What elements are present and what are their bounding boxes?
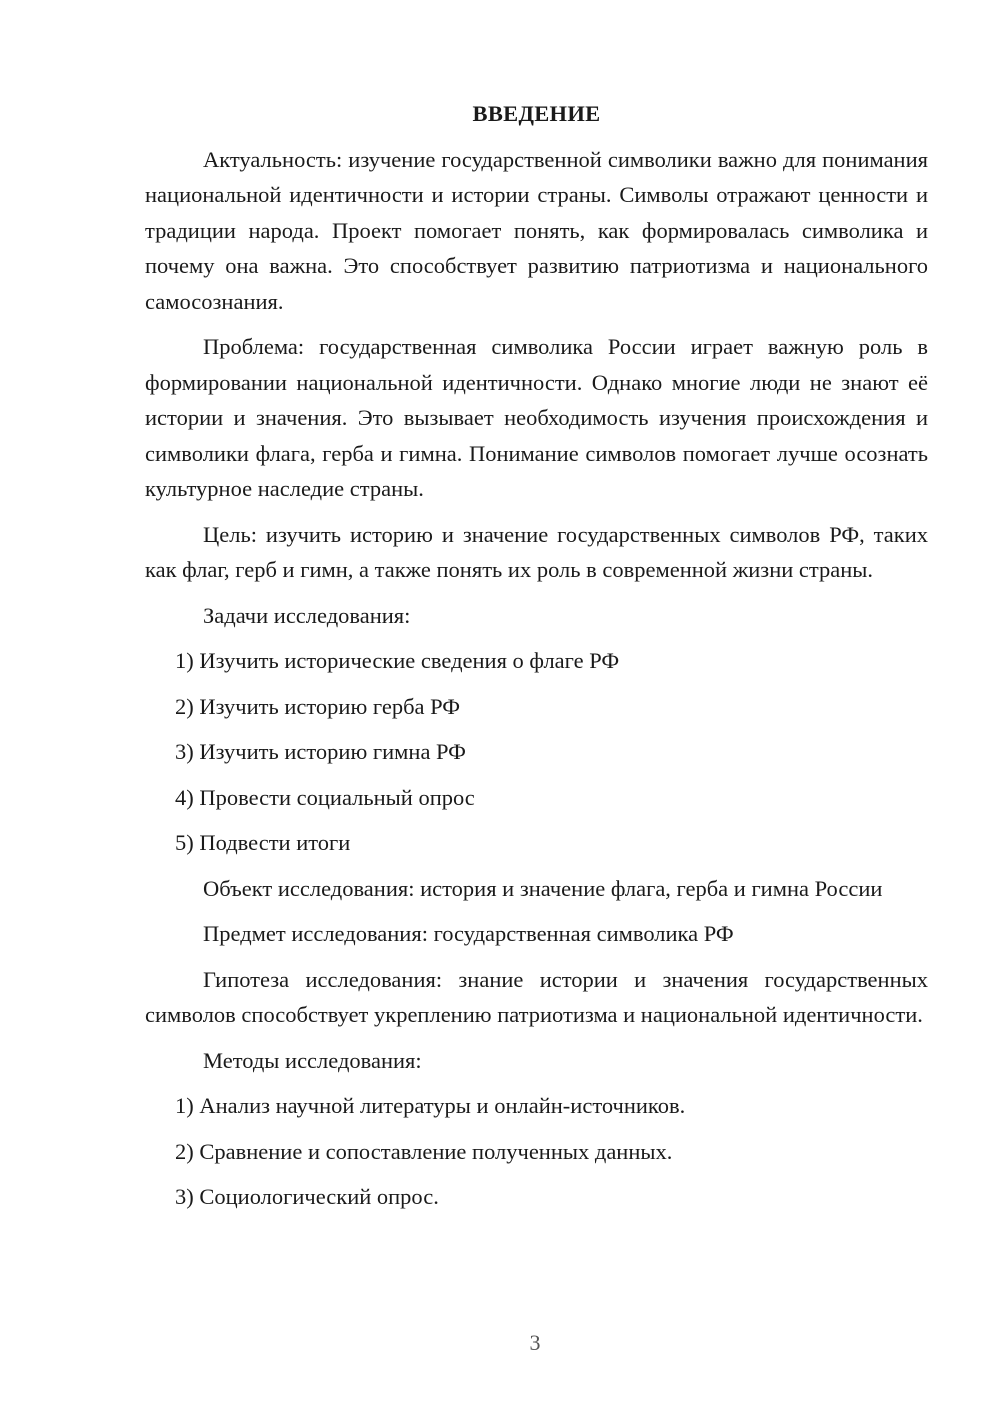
list-item: 1) Анализ научной литературы и онлайн-источников. [175,1093,686,1118]
subject-paragraph: Предмет исследования: государственная символика РФ [203,921,734,946]
page-title: ВВЕДЕНИЕ [472,101,601,126]
list-item: 3) Социологический опрос. [175,1184,439,1209]
object-paragraph: Объект исследования: история и значение флага, герба и гимна России [203,875,883,901]
relevance-paragraph: Актуальность: изучение государственной символики важно для понимания национальной идентичности и истории страны. Символы отражают ценности и традиции народа. Проект помогает понять, как формировалась символика и почему она важна. Это способствует развитию патриотизма и национального самосознания. [145,146,928,314]
document-page [145,96,928,1225]
goal-paragraph: Цель: изучить историю и значение государственных символов РФ, таких как флаг, герб и гимн, а также понять их роль в современной жизни страны. [145,521,928,582]
list-item: 1) Изучить исторические сведения о флаге РФ [175,648,620,673]
list-item: 2) Изучить историю герба РФ [175,693,461,719]
tasks-heading: Задачи исследования: [203,602,411,628]
hypothesis-paragraph: Гипотеза исследования: знание истории и значения государственных символов способствует укреплению патриотизма и национальной идентичности. [145,966,928,1027]
list-item: 2) Сравнение и сопоставление полученных данных. [175,1138,673,1164]
problem-paragraph: Проблема: государственная символика России играет важную роль в формировании национальной идентичности. Однако многие люди не знают её истории и значения. Это вызывает необходимость изучения происхождения и символики флага, герба и гимна. Понимание символов помогает лучше осознать культурное наследие страны. [145,334,928,501]
list-item: 3) Изучить историю гимна РФ [175,739,466,764]
list-item: 5) Подвести итоги [175,830,351,855]
tasks-list [145,643,928,861]
methods-heading: Методы исследования: [203,1047,422,1073]
list-item: 4) Провести социальный опрос [175,784,475,810]
page-number: 3 [529,1330,541,1355]
methods-list [145,1088,928,1215]
